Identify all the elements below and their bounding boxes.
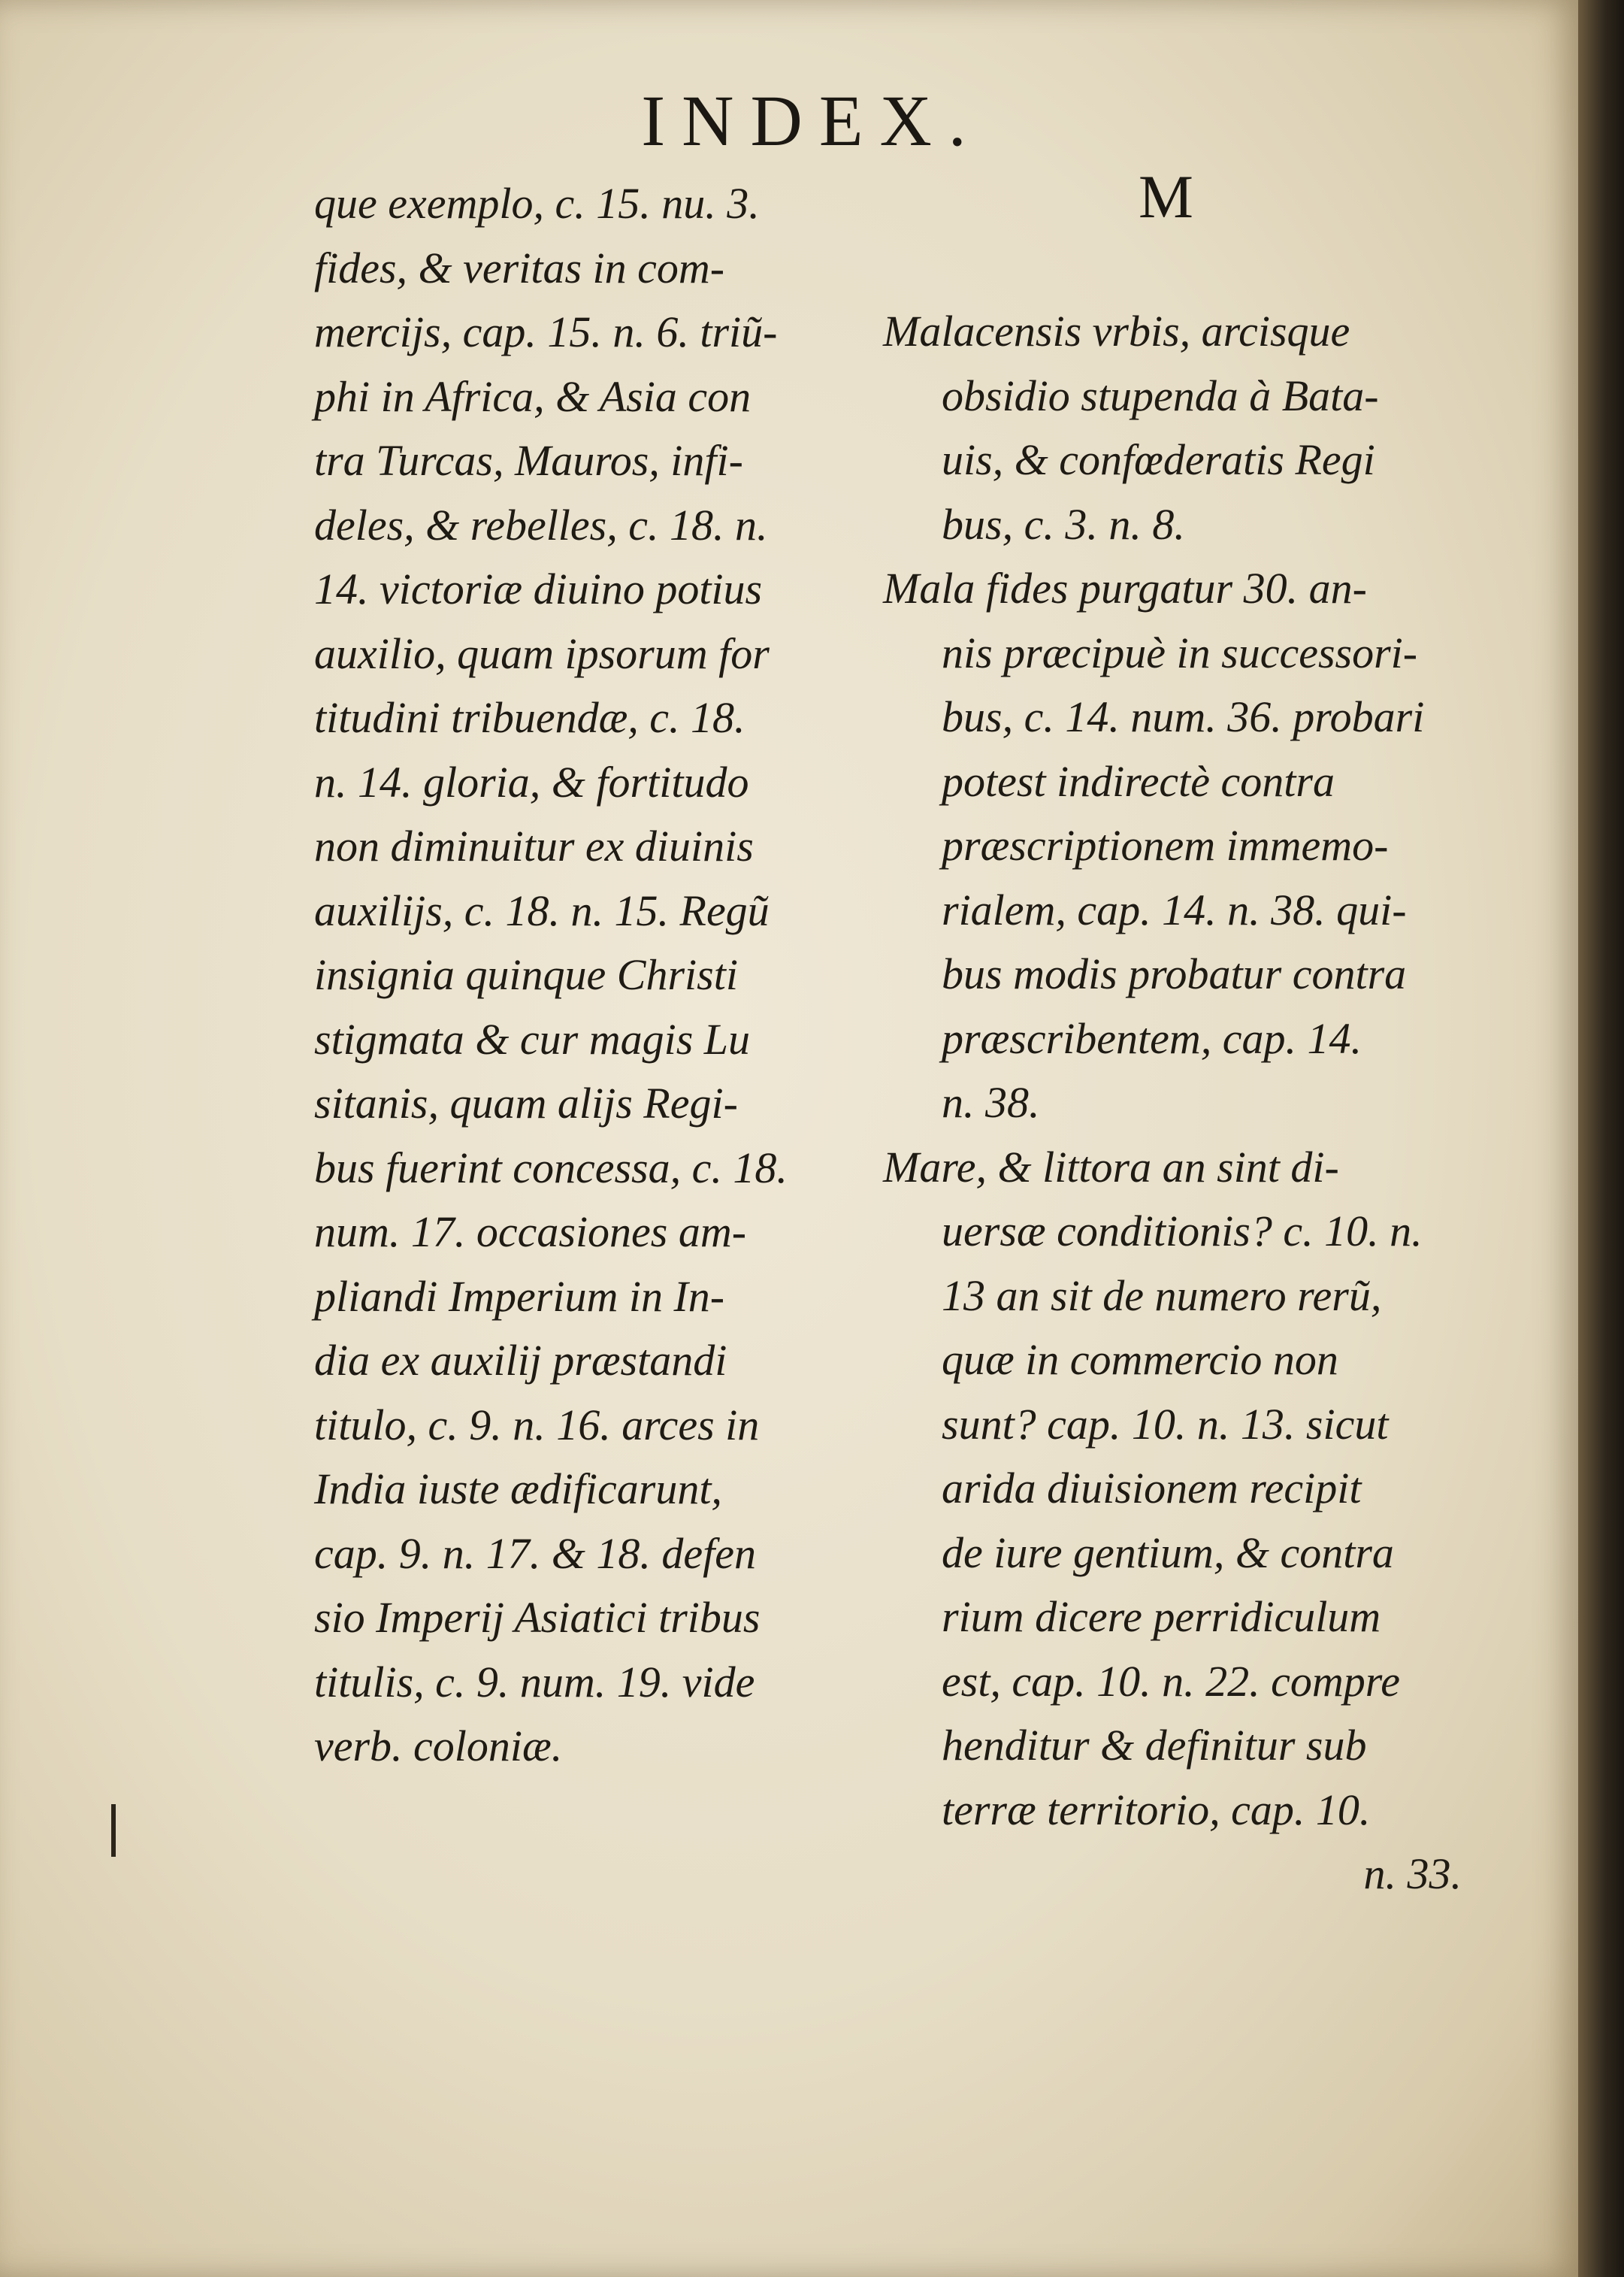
index-entry-start: Malacensis vrbis, arcisque [883,307,1350,356]
index-line: cap. 9. n. 17. & 18. defen [314,1528,756,1578]
index-entry-start: Mala fides purgatur 30. an- [883,564,1367,613]
index-line: bus, c. 3. n. 8. [942,499,1185,549]
running-head: INDEX. [641,80,983,161]
index-line: que exemplo, c. 15. nu. 3. [314,179,760,228]
index-line: quæ in commercio non [942,1335,1338,1384]
index-line: henditur & definitur sub [942,1721,1367,1770]
index-line: non diminuitur ex diuinis [314,822,754,871]
index-line: nis præcipuè in successori- [942,628,1418,677]
index-line: bus fuerint concessa, c. 18. [314,1143,788,1192]
index-line: verb. coloniæ. [314,1721,563,1770]
index-line: n. 33. [1363,1849,1462,1898]
index-line: sio Imperij Asiatici tribus [314,1593,761,1642]
index-line: auxilijs, c. 18. n. 15. Regũ [314,886,770,935]
index-line: potest indirectè contra [942,756,1335,806]
index-line: obsidio stupenda à Bata- [942,371,1379,420]
index-line: bus modis probatur contra [942,949,1407,998]
margin-mark [111,1804,116,1857]
index-line: rialem, cap. 14. n. 38. qui- [942,885,1407,934]
index-line: arida diuisionem recipit [942,1464,1362,1512]
index-line: pliandi Imperium in In- [314,1271,725,1321]
index-line: n. 38. [942,1078,1040,1127]
index-line: uersæ conditionis? c. 10. n. [942,1207,1423,1255]
index-line: n. 14. gloria, & fortitudo [314,757,749,807]
index-line: titudini tribuendæ, c. 18. [314,693,745,742]
index-line: rium dicere perridiculum [942,1592,1381,1641]
index-line: phi in Africa, & Asia con [314,371,752,421]
index-entry-start: Mare, & littora an sint di- [883,1142,1339,1191]
index-line: stigmata & cur magis Lu [314,1014,751,1064]
index-line: est, cap. 10. n. 22. compre [942,1656,1400,1706]
index-line: de iure gentium, & contra [942,1528,1394,1577]
index-line: 14. victoriæ diuino potius [314,565,763,613]
index-line: deles, & rebelles, c. 18. n. [314,500,768,550]
section-letter: M [1139,162,1193,231]
left-column [314,171,885,1779]
index-line: sitanis, quam alijs Regi- [314,1079,738,1128]
index-line: auxilio, quam ipsorum for [314,628,770,678]
index-line: India iuste ædificarunt, [314,1464,722,1513]
index-line: titulis, c. 9. num. 19. vide [314,1657,755,1706]
index-line: bus, c. 14. num. 36. probari [942,692,1425,741]
index-line: sunt? cap. 10. n. 13. sicut [942,1399,1389,1449]
book-edge [1578,0,1624,2277]
index-line: mercijs, cap. 15. n. 6. triũ- [314,307,778,356]
index-line: 13 an sit de numero rerũ, [942,1270,1382,1320]
index-line: fides, & veritas in com- [314,243,725,292]
index-line: tra Turcas, Mauros, infi- [314,436,743,485]
index-line: dia ex auxilij præstandi [314,1336,727,1385]
index-line: num. 17. occasiones am- [314,1207,747,1256]
right-column [883,299,1477,1906]
index-line: titulo, c. 9. n. 16. arces in [314,1400,760,1449]
index-line: uis, & confœderatis Regi [942,435,1375,484]
index-line: præscriptionem immemo- [942,821,1389,870]
index-line: terræ territorio, cap. 10. [942,1785,1371,1834]
index-line: insignia quinque Christi [314,950,738,999]
index-line: præscribentem, cap. 14. [942,1013,1362,1063]
